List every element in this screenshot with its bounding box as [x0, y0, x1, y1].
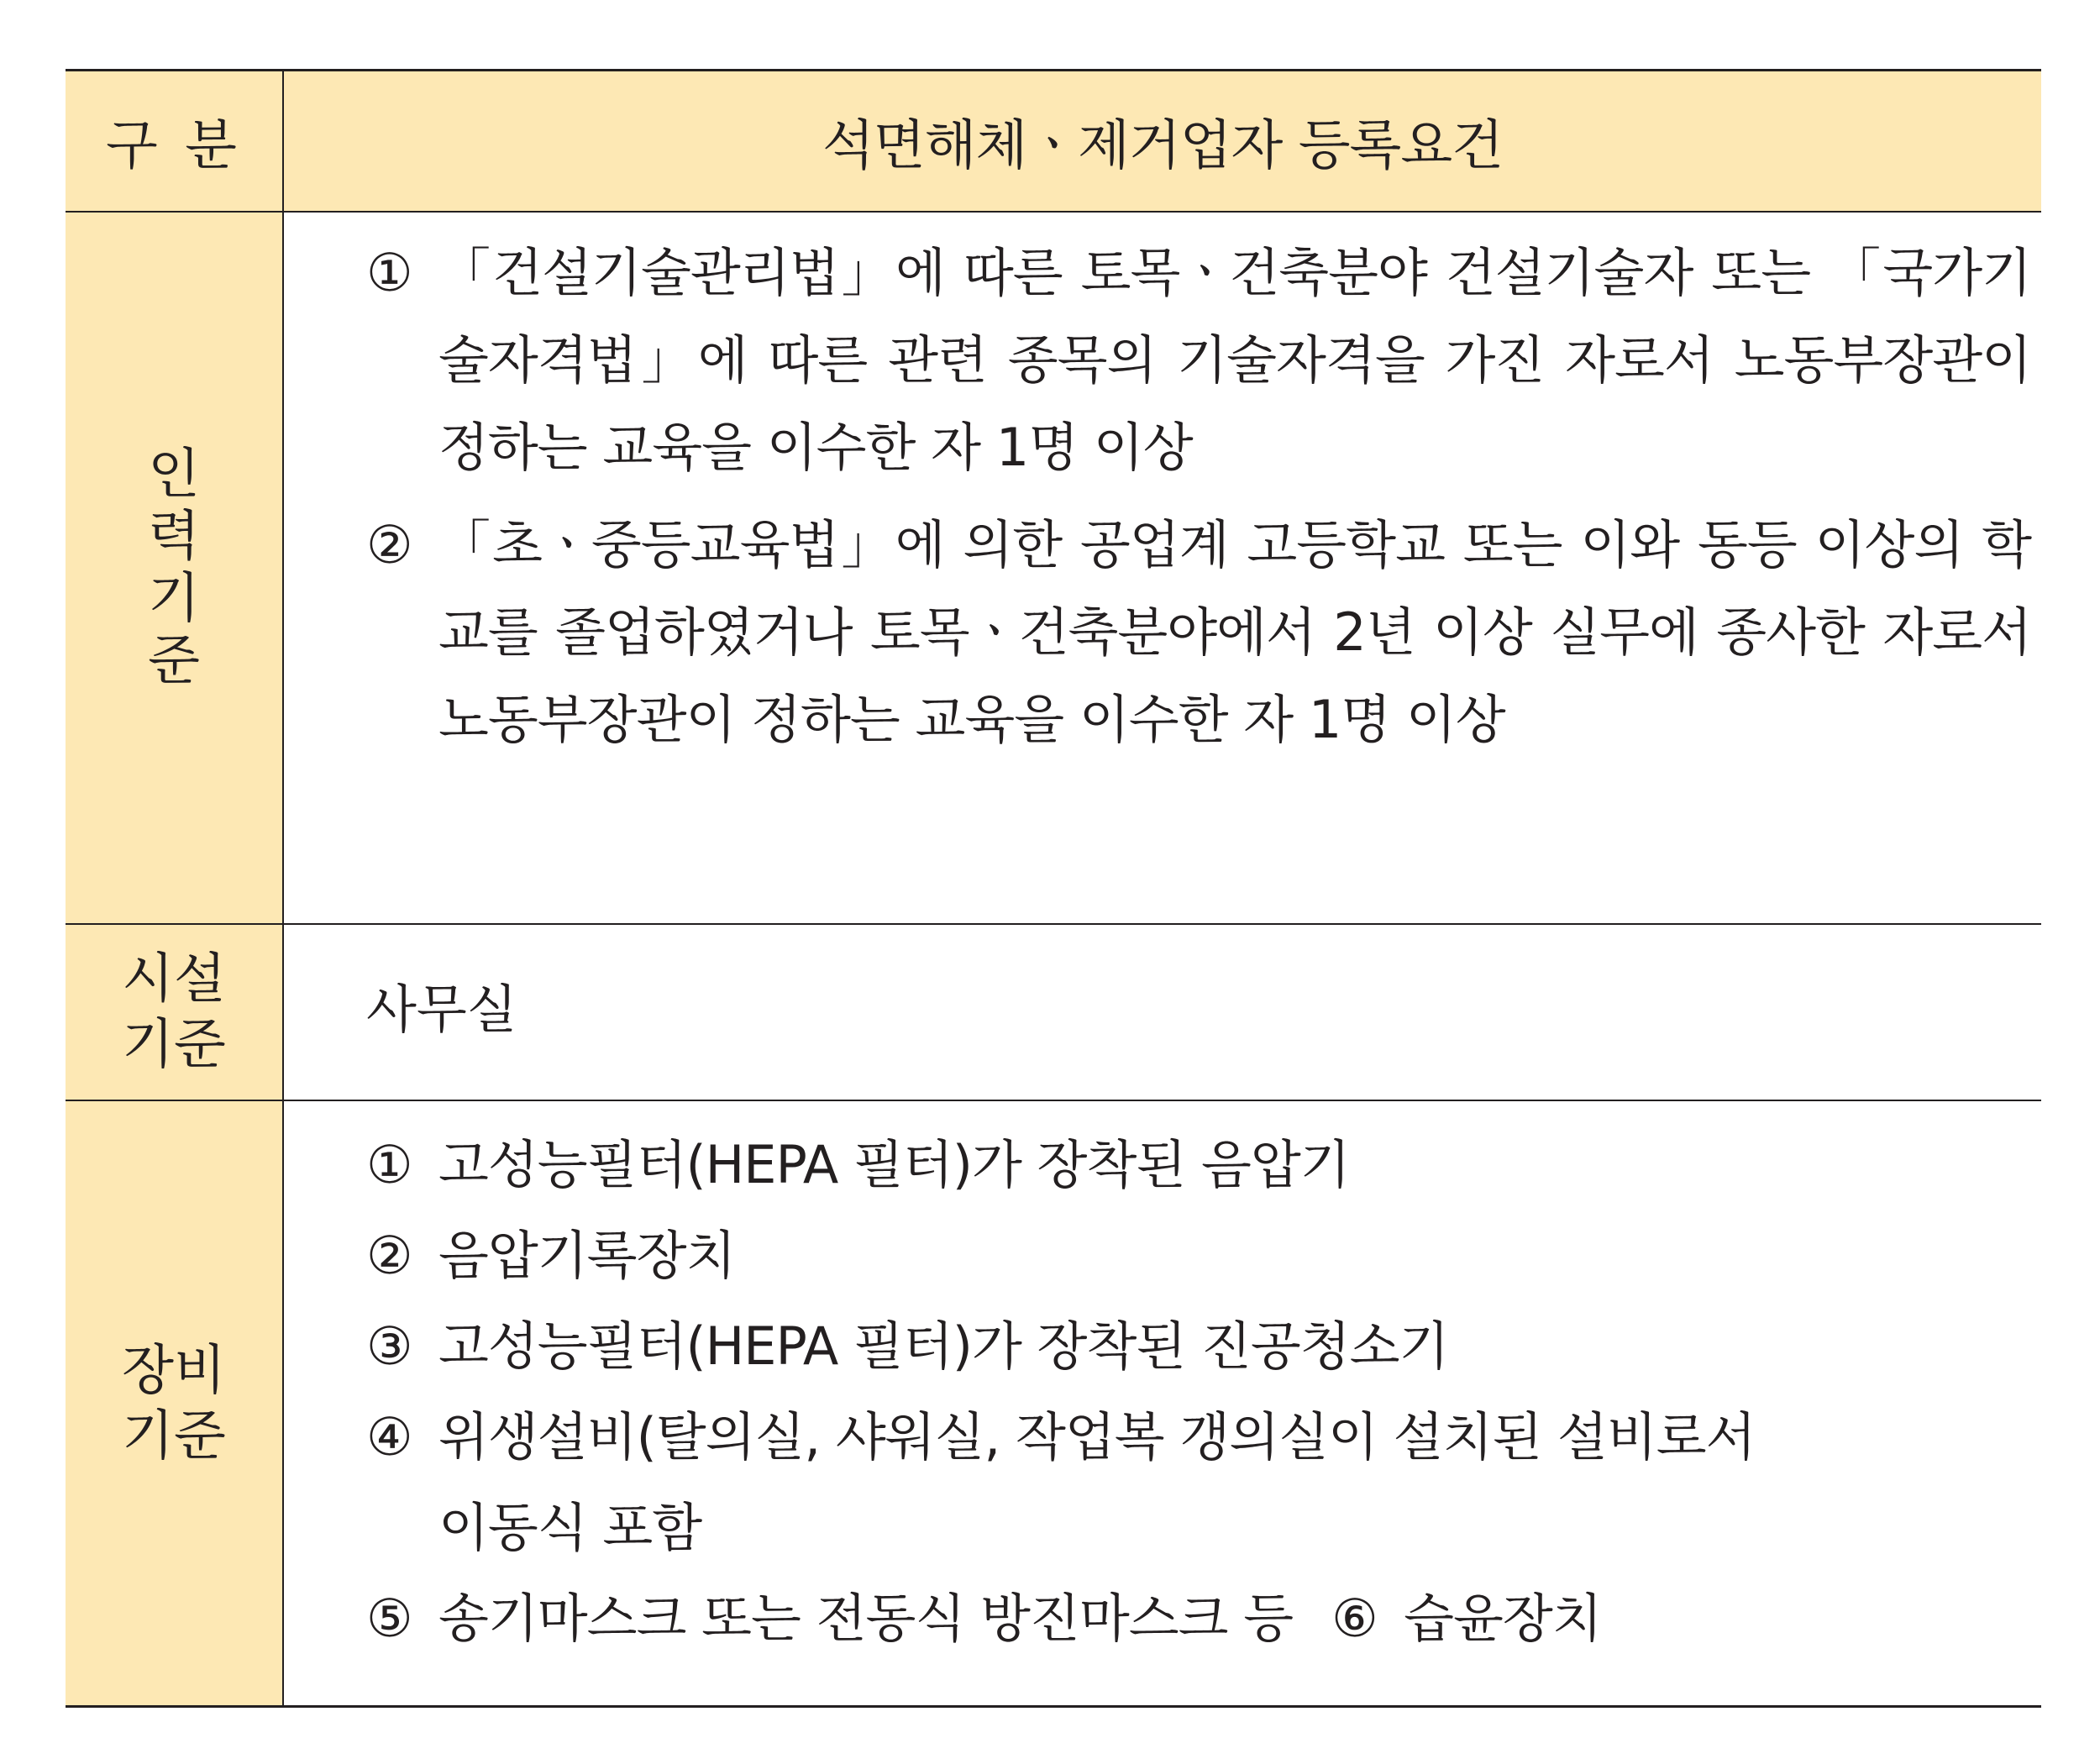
item-number: ①: [366, 1134, 412, 1195]
item-number: ④: [366, 1406, 412, 1467]
facility-content-cell: [284, 925, 2041, 1100]
item-continuation: 이동식 포함: [438, 1497, 702, 1558]
personnel-label-cell: [66, 213, 284, 923]
equipment-item: [366, 1301, 2031, 1392]
item-number: ⑤: [366, 1588, 412, 1649]
registration-requirements-table: [66, 69, 2041, 1708]
item-number: ②: [366, 514, 412, 575]
equipment-item: [366, 1392, 2031, 1483]
item-number: ①: [366, 242, 412, 303]
equipment-content-cell: [284, 1101, 2041, 1705]
personnel-content-cell: [284, 213, 2041, 923]
item-text: 음압기록장치: [438, 1225, 736, 1286]
table-header-row: [66, 71, 2041, 213]
header-category-label: 구 분: [106, 115, 242, 177]
item-text: 「초ㆍ중등교육법」에 의한 공업계 고등학교 또는 이와 동등 이상의 학교를 졸업하였거나 토목ㆍ건축분야에서 2년 이상 실무에 종사한 자로서 노동부장관이 정하는 교육을 이수한 자 1명 이상: [438, 514, 2031, 750]
equipment-label: 장비기준: [122, 1339, 226, 1467]
equipment-item: [366, 1120, 2031, 1210]
facility-row: [66, 925, 2041, 1101]
personnel-label: 인력기준: [148, 444, 200, 692]
equipment-label-cell: [66, 1101, 284, 1705]
header-requirements-label: 석면해체ㆍ제거업자 등록요건: [822, 115, 1504, 177]
spacer: [1293, 1573, 1331, 1664]
equipment-row: [66, 1101, 2041, 1705]
item-text: 고성능필터(HEPA 필터)가 장착된 진공청소기: [438, 1315, 1449, 1377]
item-number: ②: [366, 1225, 412, 1286]
item-text: 위생설비(탈의실, 샤워실, 작업복 갱의실이 설치된 설비로서: [438, 1406, 1756, 1467]
header-category-cell: [66, 71, 284, 211]
header-requirements-cell: [284, 71, 2041, 211]
item-text: 「건설기술관리법」에 따른 토목ㆍ건축분야 건설기술자 또는 「국가기술자격법」에 따른 관련 종목의 기술자격을 가진 자로서 노동부장관이 정하는 교육을 이수한 자 1명 이상: [438, 242, 2032, 478]
equipment-item: [366, 1573, 2031, 1664]
personnel-item: [366, 501, 2031, 764]
personnel-item: [366, 229, 2031, 491]
item-number: ⑥: [1331, 1588, 1378, 1649]
item-text: 고성능필터(HEPA 필터)가 장착된 음압기: [438, 1134, 1350, 1195]
personnel-row: [66, 213, 2041, 925]
facility-label: 시설기준: [122, 948, 226, 1076]
facility-value: 사무실: [366, 978, 517, 1040]
equipment-item: [366, 1210, 2031, 1301]
item-text: 습윤장치: [1404, 1588, 1602, 1649]
item-number: ③: [366, 1315, 412, 1377]
item-text: 송기마스크 또는 전동식 방진마스크 등: [438, 1588, 1294, 1649]
facility-label-cell: [66, 925, 284, 1100]
